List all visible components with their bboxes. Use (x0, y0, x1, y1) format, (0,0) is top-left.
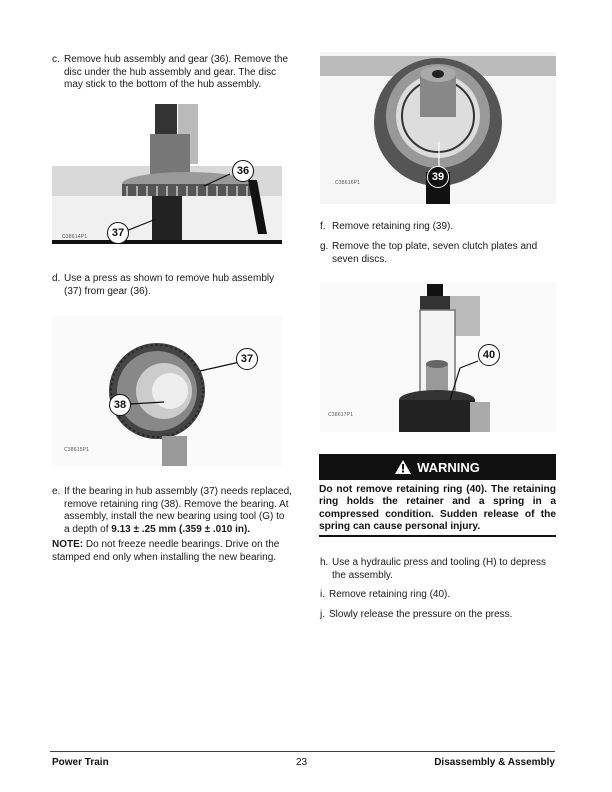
note-text: Do not freeze needle bearings. Drive on the stamped end only when installing the new bearing. (52, 539, 280, 563)
footer-section-title: Power Train (52, 757, 109, 768)
step-text: Remove retaining ring (40). (329, 589, 451, 600)
step-h (320, 557, 560, 582)
callout-36: 36 (232, 160, 254, 182)
step-label: i. (320, 589, 325, 600)
step-text: Use a press as shown to remove hub assembly (37) from gear (36). (64, 273, 275, 297)
footer-divider (50, 751, 555, 752)
press-assembly-illustration (320, 282, 556, 432)
step-body: If the bearing in hub assembly (37) needs replaced, remove retaining ring (38). Remove the bearing. At assembly, install the new bearing using tool (G) to a depth of (64, 486, 292, 535)
step-label: j. (320, 609, 325, 620)
step-text: Remove retaining ring (39). (332, 221, 454, 232)
step-c (52, 54, 290, 92)
step-e (52, 486, 292, 536)
warning-divider (319, 535, 556, 537)
callout-37: 37 (107, 222, 129, 244)
photo-caption: C38615P1 (64, 447, 90, 453)
step-label: g. (320, 241, 329, 252)
depth-spec: 9.13 ± .25 mm (.359 ± .010 in). (111, 523, 251, 535)
photo-caption: C38616P1 (335, 180, 361, 186)
step-label: c. (52, 54, 60, 65)
warning-text: Do not remove retaining ring (40). The retaining ring holds the retainer and a spring in a compressed condition. Sudden release of the spring can cause personal injury. (319, 484, 556, 532)
photo-hub-gear-press (52, 104, 282, 254)
step-text: Remove hub assembly and gear (36). Remove the disc under the hub assembly and gear. The disc may stick to the bottom of the hub assembly. (64, 54, 289, 90)
note (52, 539, 292, 564)
step-label: f. (320, 221, 326, 232)
photo-retaining-ring-40 (320, 282, 556, 432)
callout-37: 37 (236, 348, 258, 370)
photo-retaining-ring-39 (320, 52, 556, 204)
step-text: Slowly release the pressure on the press. (329, 609, 513, 620)
photo-hub-assembly (52, 316, 282, 466)
photo-caption: C38617P1 (328, 412, 354, 418)
step-label: d. (52, 273, 61, 284)
step-f (320, 221, 560, 234)
note-label: NOTE: (52, 539, 84, 550)
step-i (320, 589, 560, 602)
step-d (52, 273, 290, 298)
step-label: e. (52, 486, 61, 497)
step-text: Remove the top plate, seven clutch plates and seven discs. (332, 241, 538, 265)
photo-caption: C38614P1 (62, 234, 88, 240)
warning-banner (319, 454, 556, 480)
hub-assembly-illustration (52, 316, 282, 466)
step-text (52, 486, 292, 536)
step-g (320, 241, 560, 266)
callout-39: 39 (427, 166, 449, 188)
callout-40: 40 (478, 344, 500, 366)
step-label: h. (320, 557, 329, 568)
warning-triangle-icon (395, 460, 411, 474)
step-text: Use a hydraulic press and tooling (H) to depress the assembly. (332, 557, 546, 581)
step-j (320, 609, 560, 622)
footer-chapter-title: Disassembly & Assembly (434, 757, 555, 768)
warning-title: WARNING (417, 459, 480, 475)
callout-38: 38 (109, 394, 131, 416)
page-number: 23 (296, 757, 308, 768)
